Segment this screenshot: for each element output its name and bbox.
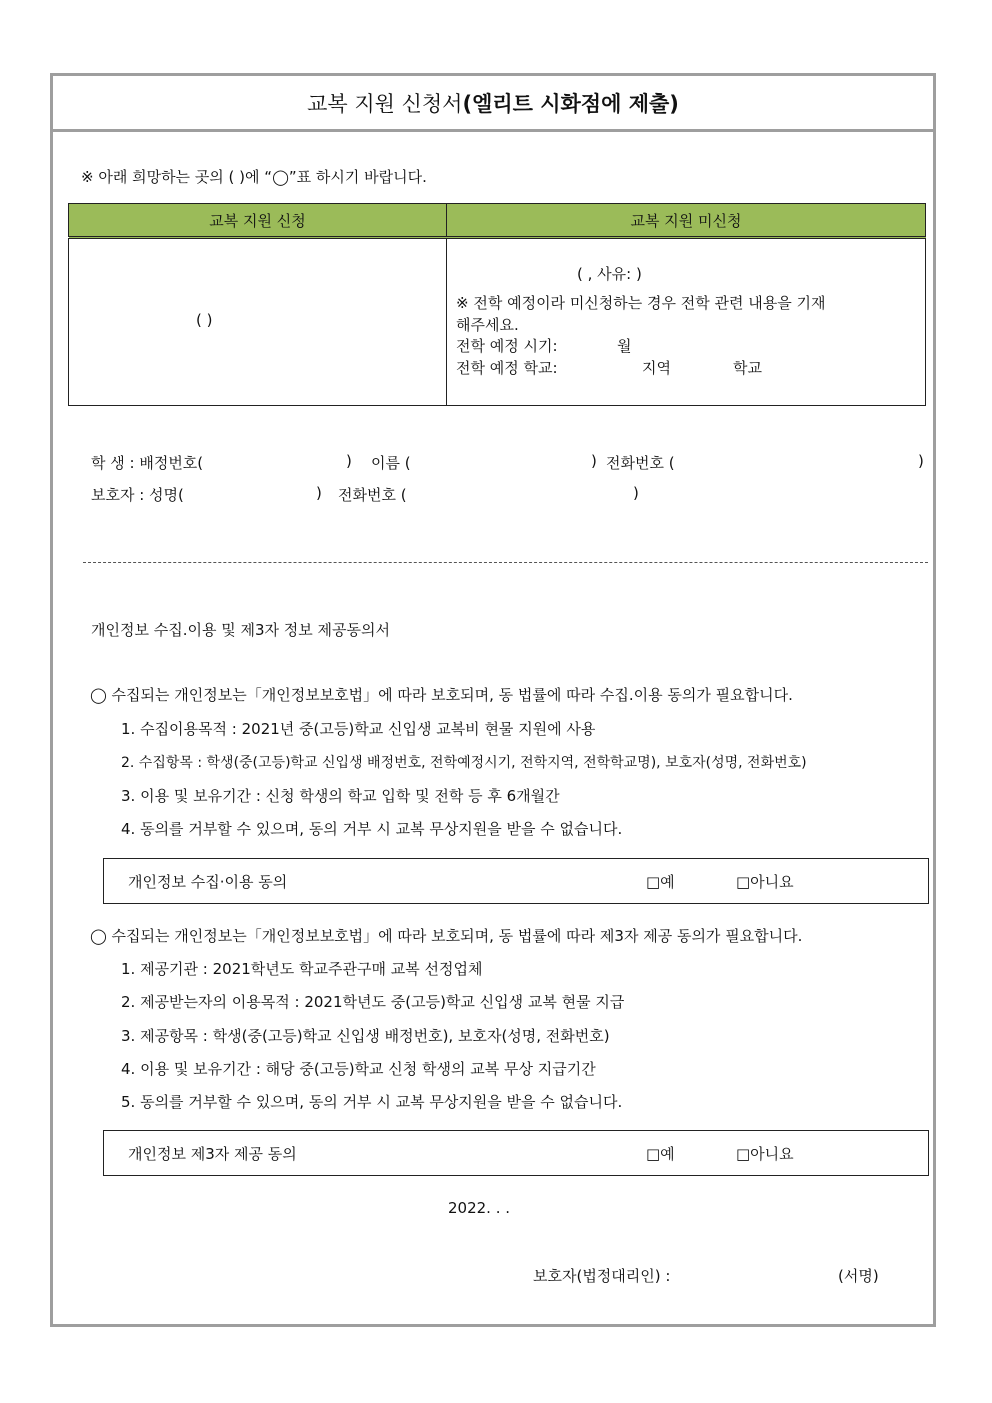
transfer-region-unit: 지역 bbox=[642, 359, 671, 377]
not-apply-cell[interactable] bbox=[447, 238, 926, 406]
transfer-note-cont: 해주세요. bbox=[456, 316, 519, 334]
guardian-label: 보호자 : 성명( bbox=[91, 486, 184, 504]
transfer-time-label: 전학 예정 시기: bbox=[456, 337, 558, 355]
consent-third-party-no-checkbox[interactable]: □아니요 bbox=[736, 1145, 794, 1163]
header-not-apply: 교복 지원 미신청 bbox=[447, 204, 926, 238]
student-label: 학 생 : 배정번호( bbox=[91, 454, 204, 472]
consent-collection-no-checkbox[interactable]: □아니요 bbox=[736, 873, 794, 891]
section2-item: 4. 이용 및 보유기간 : 해당 중(고등)학교 신청 학생의 교복 무상 지급기간 bbox=[121, 1060, 596, 1078]
student-close-1: ) bbox=[346, 452, 352, 470]
signature-field[interactable]: (서명) bbox=[838, 1267, 879, 1285]
page-title: 교복 지원 신청서(엘리트 시화점에 제출) bbox=[307, 91, 679, 116]
consent-title: 개인정보 수집.이용 및 제3자 정보 제공동의서 bbox=[91, 621, 390, 639]
student-name-label: 이름 ( bbox=[371, 454, 411, 472]
student-close-3: ) bbox=[918, 452, 924, 470]
transfer-note: ※ 전학 예정이라 미신청하는 경우 전학 관련 내용을 기재 bbox=[456, 294, 826, 312]
guardian-close-1: ) bbox=[316, 484, 322, 502]
transfer-time-unit: 월 bbox=[617, 337, 632, 355]
reason-line: ( , 사유: ) bbox=[577, 265, 642, 283]
transfer-school-label: 전학 예정 학교: bbox=[456, 359, 558, 377]
section1-heading: ◯ 수집되는 개인정보는「개인정보보호법」에 따라 보호되며, 동 법률에 따라 수집.이용 동의가 필요합니다. bbox=[90, 686, 793, 704]
consent-third-party-label: 개인정보 제3자 제공 동의 bbox=[128, 1145, 297, 1163]
section1-item: 3. 이용 및 보유기간 : 신청 학생의 학교 입학 및 전학 등 후 6개월간 bbox=[121, 787, 560, 805]
consent-box-collection bbox=[103, 858, 929, 904]
consent-box-third-party bbox=[103, 1130, 929, 1176]
apply-cell[interactable] bbox=[69, 238, 447, 406]
section1-item: 1. 수집이용목적 : 2021년 중(고등)학교 신입생 교복비 현물 지원에 사용 bbox=[121, 720, 596, 738]
guardian-close-2: ) bbox=[633, 484, 639, 502]
section2-item: 1. 제공기관 : 2021학년도 학교주관구매 교복 선정업체 bbox=[121, 960, 483, 978]
consent-collection-yes-checkbox[interactable]: □예 bbox=[646, 873, 675, 891]
section1-item: 2. 수집항목 : 학생(중(고등)학교 신입생 배정번호, 전학예정시기, 전학지역, 전학학교명), 보호자(성명, 전화번호) bbox=[121, 755, 807, 771]
consent-collection-label: 개인정보 수집·이용 동의 bbox=[128, 873, 288, 891]
uniform-options-table bbox=[68, 203, 926, 406]
section2-heading: ◯ 수집되는 개인정보는「개인정보보호법」에 따라 보호되며, 동 법률에 따라 제3자 제공 동의가 필요합니다. bbox=[90, 927, 803, 945]
dashed-divider bbox=[83, 562, 928, 563]
title-bar bbox=[53, 76, 933, 132]
transfer-school-unit: 학교 bbox=[733, 359, 762, 377]
signature-label: 보호자(법정대리인) : bbox=[533, 1267, 671, 1285]
section2-item: 3. 제공항목 : 학생(중(고등)학교 신입생 배정번호), 보호자(성명, 전화번호) bbox=[121, 1027, 610, 1045]
section2-item: 2. 제공받는자의 이용목적 : 2021학년도 중(고등)학교 신입생 교복 현물 지급 bbox=[121, 993, 625, 1011]
student-phone-label: 전화번호 ( bbox=[606, 454, 675, 472]
section2-item: 5. 동의를 거부할 수 있으며, 동의 거부 시 교복 무상지원을 받을 수 없습니다. bbox=[121, 1093, 623, 1111]
guardian-phone-label: 전화번호 ( bbox=[338, 486, 407, 504]
section1-item: 4. 동의를 거부할 수 있으며, 동의 거부 시 교복 무상지원을 받을 수 없습니다. bbox=[121, 820, 623, 838]
date-line: 2022. . . bbox=[448, 1199, 511, 1217]
student-close-2: ) bbox=[591, 452, 597, 470]
form-frame bbox=[50, 73, 936, 1327]
consent-third-party-yes-checkbox[interactable]: □예 bbox=[646, 1145, 675, 1163]
apply-paren: ( ) bbox=[196, 311, 213, 329]
instruction-text: ※ 아래 희망하는 곳의 ( )에 “◯”표 하시기 바랍니다. bbox=[81, 168, 427, 186]
header-apply: 교복 지원 신청 bbox=[69, 204, 447, 238]
